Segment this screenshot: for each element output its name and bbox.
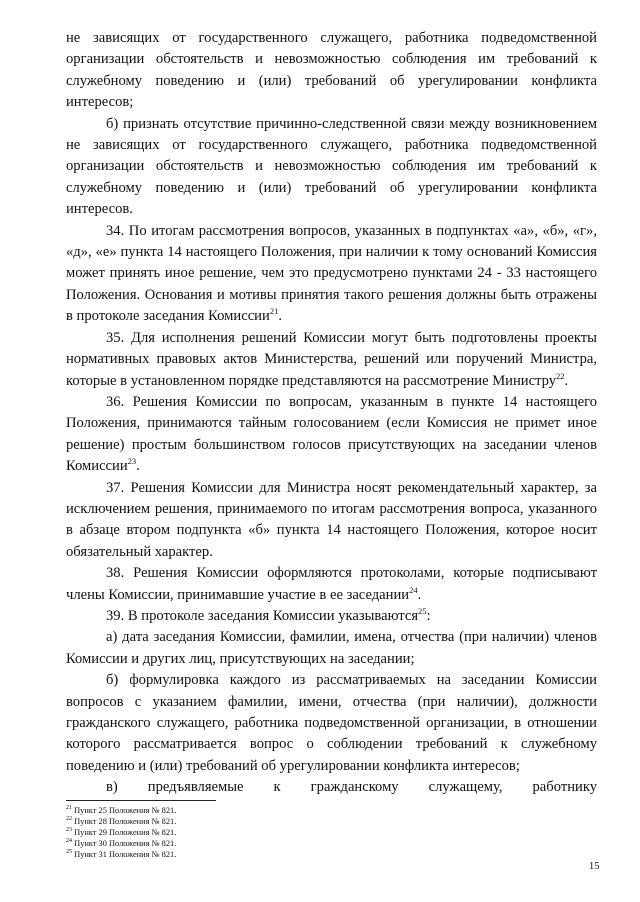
paragraph	[66, 563, 597, 606]
paragraph-text: 39. В протоколе заседания Комиссии указываются	[106, 607, 419, 624]
paragraph	[66, 328, 597, 392]
footnote	[66, 838, 566, 849]
paragraph-text: 34. По итогам рассмотрения вопросов, указанных в подпунктах «а», «б», «г», «д», «е» пункта 14 настоящего Положения, при наличии к тому оснований Комиссия может принять иное решение, чем это предусмотрено пунктами 24 - 33 настоящего Положения. Основания и мотивы принятия такого решения должны быть отражены в протоколе заседания Комиссии	[66, 222, 597, 325]
footnote-ref[interactable]: 21	[269, 306, 279, 317]
footnote-number: 25	[66, 849, 72, 856]
footnote-number: 24	[66, 838, 72, 845]
body-text	[66, 28, 597, 799]
footnote-separator	[66, 800, 216, 801]
paragraph	[66, 670, 597, 777]
footnote-text: Пункт 28 Положения № 821.	[74, 817, 177, 827]
paragraph-text: б) признать отсутствие причинно-следственной связи между возникновением не зависящих от государственного служащего, работника подведомственной организации обстоятельств и невозможностью соблюдения им требований к служебному поведению и (или) требований об урегулировании конфликта интересов.	[66, 115, 597, 218]
paragraph-text: не зависящих от государственного служащего, работника подведомственной организации обстоятельств и невозможностью соблюдения им требований к служебному поведению и (или) требований об урегулировании конфликта интересов;	[66, 30, 597, 111]
footnote	[66, 849, 566, 860]
footnote-text: Пункт 30 Положения № 821.	[74, 839, 177, 849]
footnote-text: Пункт 29 Положения № 821.	[74, 828, 177, 838]
paragraph-tail: :	[426, 607, 431, 624]
paragraph-tail: .	[564, 372, 569, 389]
footnote-text: Пункт 25 Положения № 821.	[74, 806, 177, 815]
footnote-text: Пункт 31 Положения № 821.	[74, 850, 177, 860]
paragraph	[66, 627, 597, 670]
paragraph-text: а) дата заседания Комиссии, фамилии, имена, отчества (при наличии) членов Комиссии и других лиц, присутствующих на заседании;	[66, 629, 597, 667]
paragraph-text: 35. Для исполнения решений Комиссии могут быть подготовлены проекты нормативных правовых актов Министерства, решений или поручений Министра, которые в установленном порядке представляются на рассмотрение Министру	[66, 329, 597, 389]
paragraph-tail: .	[136, 458, 140, 475]
footnotes	[66, 805, 566, 860]
paragraph	[66, 777, 597, 798]
footnote-number: 22	[66, 816, 72, 823]
footnote-number: 21	[66, 805, 72, 812]
paragraph-tail: .	[417, 586, 422, 603]
paragraph	[66, 114, 597, 221]
page-number: 15	[589, 861, 600, 872]
paragraph-text: 37. Решения Комиссии для Министра носят рекомендательный характер, за исключением решения, принимаемого по итогам рассмотрения вопроса, указанного в абзаце втором подпункта «б» пункта 14 настоящего Положения, которое носит обязательный характер.	[66, 479, 597, 560]
footnote-ref[interactable]: 22	[556, 370, 565, 381]
footnote	[66, 805, 566, 816]
footnote-ref[interactable]: 23	[127, 456, 137, 467]
paragraph	[66, 392, 597, 478]
paragraph-text: в) предъявляемые к гражданскому служащему, работнику	[106, 779, 597, 796]
footnote-ref[interactable]: 25	[418, 606, 427, 617]
paragraph-tail: .	[278, 308, 282, 325]
footnote	[66, 827, 566, 838]
paragraph-text: б) формулировка каждого из рассматриваемых на заседании Комиссии вопросов с указанием фамилии, имени, отчества (при наличии), должности гражданского служащего, работника подведомственной организации, в отношении которого рассматривается вопрос о соблюдении требований к служебному поведению и (или) требований об урегулировании конфликта интересов;	[66, 672, 597, 774]
paragraph	[66, 221, 597, 328]
paragraph	[66, 478, 597, 564]
footnote-ref[interactable]: 24	[409, 584, 418, 595]
footnote	[66, 816, 566, 827]
paragraph-text: 36. Решения Комиссии по вопросам, указанным в пункте 14 настоящего Положения, принимаются тайным голосованием (если Комиссия не примет иное решение) простым большинством голосов присутствующих на заседании членов Комиссии	[66, 393, 597, 475]
paragraph	[66, 606, 597, 627]
paragraph-text: 38. Решения Комиссии оформляются протоколами, которые подписывают члены Комиссии, принимавшие участие в ее заседании	[66, 565, 597, 603]
paragraph	[66, 28, 597, 114]
footnote-number: 23	[66, 827, 72, 834]
